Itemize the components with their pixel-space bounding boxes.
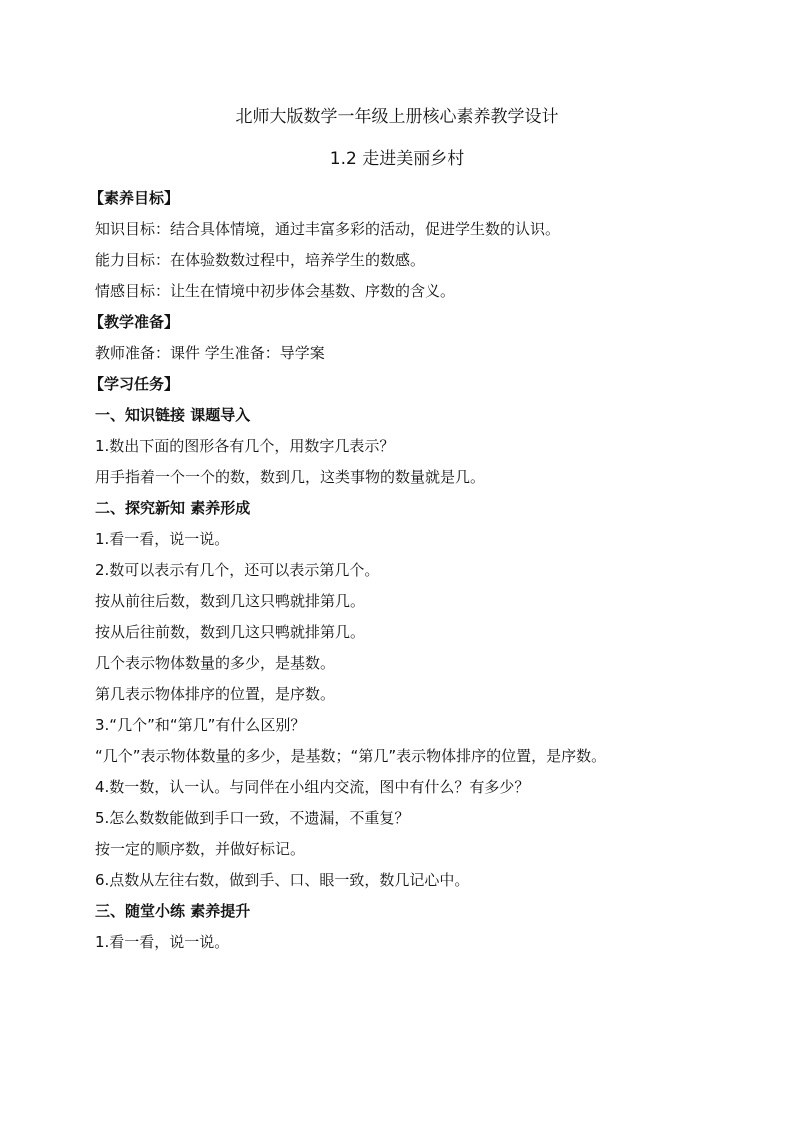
section-heading: 一、知识链接 课题导入 xyxy=(95,406,251,424)
section-heading: 【素养目标】 xyxy=(89,189,180,207)
paragraph-line: 2.数可以表示有几个，还可以表示第几个。 xyxy=(95,561,380,579)
paragraph-line: 4.数一数，认一认。与同伴在小组内交流，图中有什么？有多少？ xyxy=(95,778,530,796)
document-title: 北师大版数学一年级上册核心素养教学设计 xyxy=(235,107,559,127)
document-body xyxy=(89,183,735,958)
section-heading: 二、探究新知 素养形成 xyxy=(95,499,251,517)
section-heading: 三、随堂小练 素养提升 xyxy=(95,902,251,920)
section-heading: 【教学准备】 xyxy=(89,313,180,331)
paragraph-line: “几个”表示物体数量的多少，是基数；“第几”表示物体排序的位置，是序数。 xyxy=(95,747,607,765)
paragraph-line: 用手指着一个一个的数，数到几，这类事物的数量就是几。 xyxy=(95,468,486,486)
paragraph-line: 按一定的顺序数，并做好标记。 xyxy=(95,840,306,858)
paragraph-line: 几个表示物体数量的多少，是基数。 xyxy=(95,654,336,672)
lesson-title: 1.2 走进美丽乡村 xyxy=(329,149,465,169)
section-heading: 【学习任务】 xyxy=(89,375,180,393)
paragraph-line: 教师准备：课件 学生准备：导学案 xyxy=(95,344,325,362)
paragraph-line: 1.看一看，说一说。 xyxy=(95,933,230,951)
paragraph-line: 能力目标：在体验数数过程中，培养学生的数感。 xyxy=(95,251,426,269)
paragraph-line: 按从后往前数，数到几这只鸭就排第几。 xyxy=(95,623,366,641)
paragraph-line: 1.看一看，说一说。 xyxy=(95,530,230,548)
paragraph-line: 情感目标：让生在情境中初步体会基数、序数的含义。 xyxy=(95,282,456,300)
paragraph-line: 5.怎么数数能做到手口一致，不遗漏，不重复？ xyxy=(95,809,410,827)
paragraph-line: 6.点数从左往右数，做到手、口、眼一致，数几记心中。 xyxy=(95,871,470,889)
paragraph-line: 第几表示物体排序的位置，是序数。 xyxy=(95,685,336,703)
paragraph-line: 1.数出下面的图形各有几个，用数字几表示？ xyxy=(95,437,395,455)
paragraph-line: 按从前往后数，数到几这只鸭就排第几。 xyxy=(95,592,366,610)
paragraph-line: 知识目标：结合具体情境，通过丰富多彩的活动，促进学生数的认识。 xyxy=(95,220,561,238)
paragraph-line: 3.“几个”和“第几”有什么区别？ xyxy=(95,716,306,734)
